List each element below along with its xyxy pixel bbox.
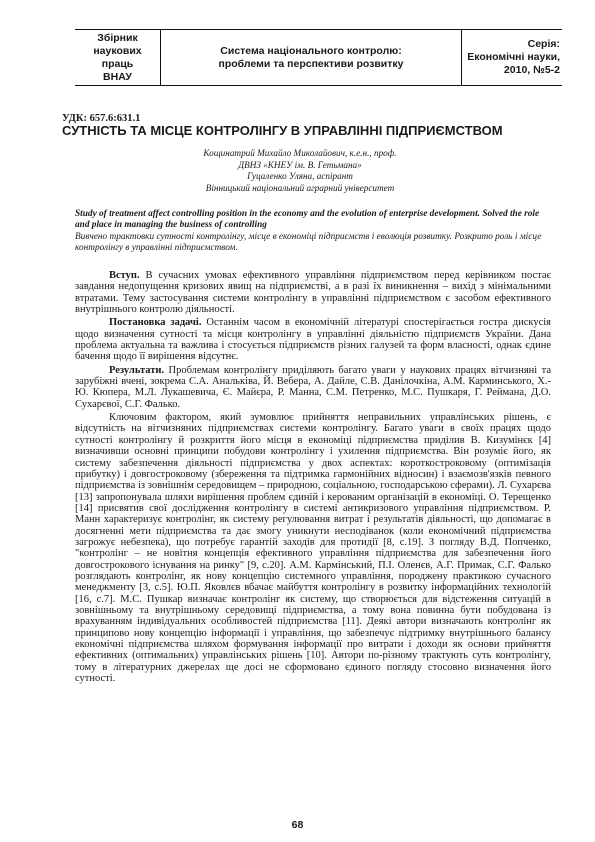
author-line: Вінницький національний аграрний університет xyxy=(205,182,395,193)
header-collection-title: Система національного контролю: проблеми та перспективи розвитку xyxy=(160,30,462,85)
body-paragraph: Результати. Проблемам контролінгу приділяють багато уваги у наукових працях вітчизняні та зарубіжні вчені, зокрема С.А. Анальківа, Й. Вебера, А. Дайле, С.В. Данілочкіна, А.М. Карминського, Х.-Ю. Кюпера, М.Л. Лукашевича, Є. Майєра, Р. Манна, С.М. Петренко, М.С. Пушкаря, Г. Реймана, Д.О. Сухарєвої, С.Г. Фалько. xyxy=(75,364,551,410)
author-block xyxy=(120,148,480,194)
page-number: 68 xyxy=(291,819,304,831)
body-paragraph: Постановка задачі. Останнім часом в економічній літературі спостерігається гостра дискусія щодо визначення сутності та місця контролінгу в управлінні діяльністю підприємств України. Дана проблема актуальна та важлива і стосується підприємств різних галузей та форм власності, однак єдине бачення щодо її вирішення відсутнє. xyxy=(75,317,551,363)
body-paragraph: Ключовим фактором, який зумовлює прийняття неправильних управлінських рішень, є відсутність на вітчизняних підприємствах системи контролінгу. Багато уваги в своїх працях щодо сутності контролінгу й розкриття його місця в економіці підприємства приділив В. Кизумінєк [4] визначивши основні принципи побудови контролінгу і ухилення підприємства. Він розуміє його, як систему забезпечення діяльності підприємства у двох аспектах: короткостроковому (оптимізація прибутку) і довгостроковому (збереження та підтримка гармонійних відносин) і взаємозв'язків певного підприємства із зовнішнім середовищем – природною, соціальною, господарською сферами). Л. Сухарєва [13] запропонувала шляхи вирішення проблем єдиній і керованим організацій в економіці. О. Терещенко [14] присвятив свої дослідження контролінгу в системі антикризового управління підприємством. Р. Манн характеризує контролінг, як систему регулювання витрат і результатів діяльності, що допомагає в досягненні мети підприємства та дає змогу уникнути несподіванок (коли економічний підприємства загрожує небезпека), що потребує гарантій заходів для протидії [8, с.19]. З погляду В.Д. Попченко, "контролінг – не новітня концепція ефективного управління підприємства для забезпечення його довгострокового існування на ринку" [9, с.20]. А.М. Кармінський, П.І. Оленєв, А.Г. Примак, С.Г. Фалько розглядають контролінг, як нову концепцію системного управління, породжену практикою сучасного менеджменту [3, с.5]. Ю.П. Яковлєв вбачає майбуття контролінгу в розвитку інформаційних технологій [16, с.7]. М.С. Пушкар визначає контролінг як систему, що створюється для відстеження ситуацій в зовнішньому та внутрішньому середовищі підприємства, а тому вона повинна бути побудована із врахуванням індивідуальних особливостей підприємства [11]. Деякі автори визначають контролінг як принципово нову концепцію інформації і управління, що забезпечує підтримку внутрішнього балансу економічні підприємства шляхом формування інформації про витрати і доходи як основи прийняття ефективних (оптимальних) управлінських рішень [10]. Автори по-різному трактують суть контролінгу, тому в літературних джерелах ще досі не сформовано єдиного погляду стосовно визначення його сутності. xyxy=(75,412,551,685)
header-journal-name: Збірник наукових праць ВНАУ xyxy=(93,31,142,83)
article-title: СУТНІСТЬ ТА МІСЦЕ КОНТРОЛІНГУ В УПРАВЛІННІ ПІДПРИЄМСТВОМ xyxy=(62,123,503,138)
paragraph-lead: Постановка задачі. xyxy=(109,317,202,329)
author-line: Кощинатрий Михайло Миколайович, к.е.н., проф. xyxy=(203,148,397,158)
header-series: Серія: Економічні науки, 2010, №5-2 xyxy=(467,38,560,76)
article-body xyxy=(75,270,551,686)
body-paragraph: Вступ. В сучасних умовах ефективного управління підприємством перед керівником постає завдання недопущення кризових явищ на підприємстві, а в разі їх виникнення – вихід з мінімальними втратами. Тему застосування системи контролінгу в управлінні підприємством є засобом ефективного внутрішнього контролю діяльності. xyxy=(75,270,551,316)
paragraph-lead: Вступ. xyxy=(109,270,140,281)
running-header xyxy=(75,29,562,86)
udc-code: УДК: 657.6:631.1 xyxy=(62,113,141,124)
paragraph-lead: Результати. xyxy=(109,364,165,376)
author-line: Гуцаленко Уляна, аспірант xyxy=(247,171,353,181)
abstract-english: Study of treatment affect controlling position in the economy and the evolution of enterprise development. Solved the role and place in managing the business of controlling xyxy=(75,209,540,230)
abstract-ukrainian: Вивчено трактовки сутності контролінгу, місце в економіці підприємств і еволюція розвитку. Розкрито роль і місце контролінгу в управлінні підприємством. xyxy=(75,232,542,253)
author-line: ДВНЗ «КНЕУ ім. В. Гетьмана» xyxy=(238,159,362,170)
